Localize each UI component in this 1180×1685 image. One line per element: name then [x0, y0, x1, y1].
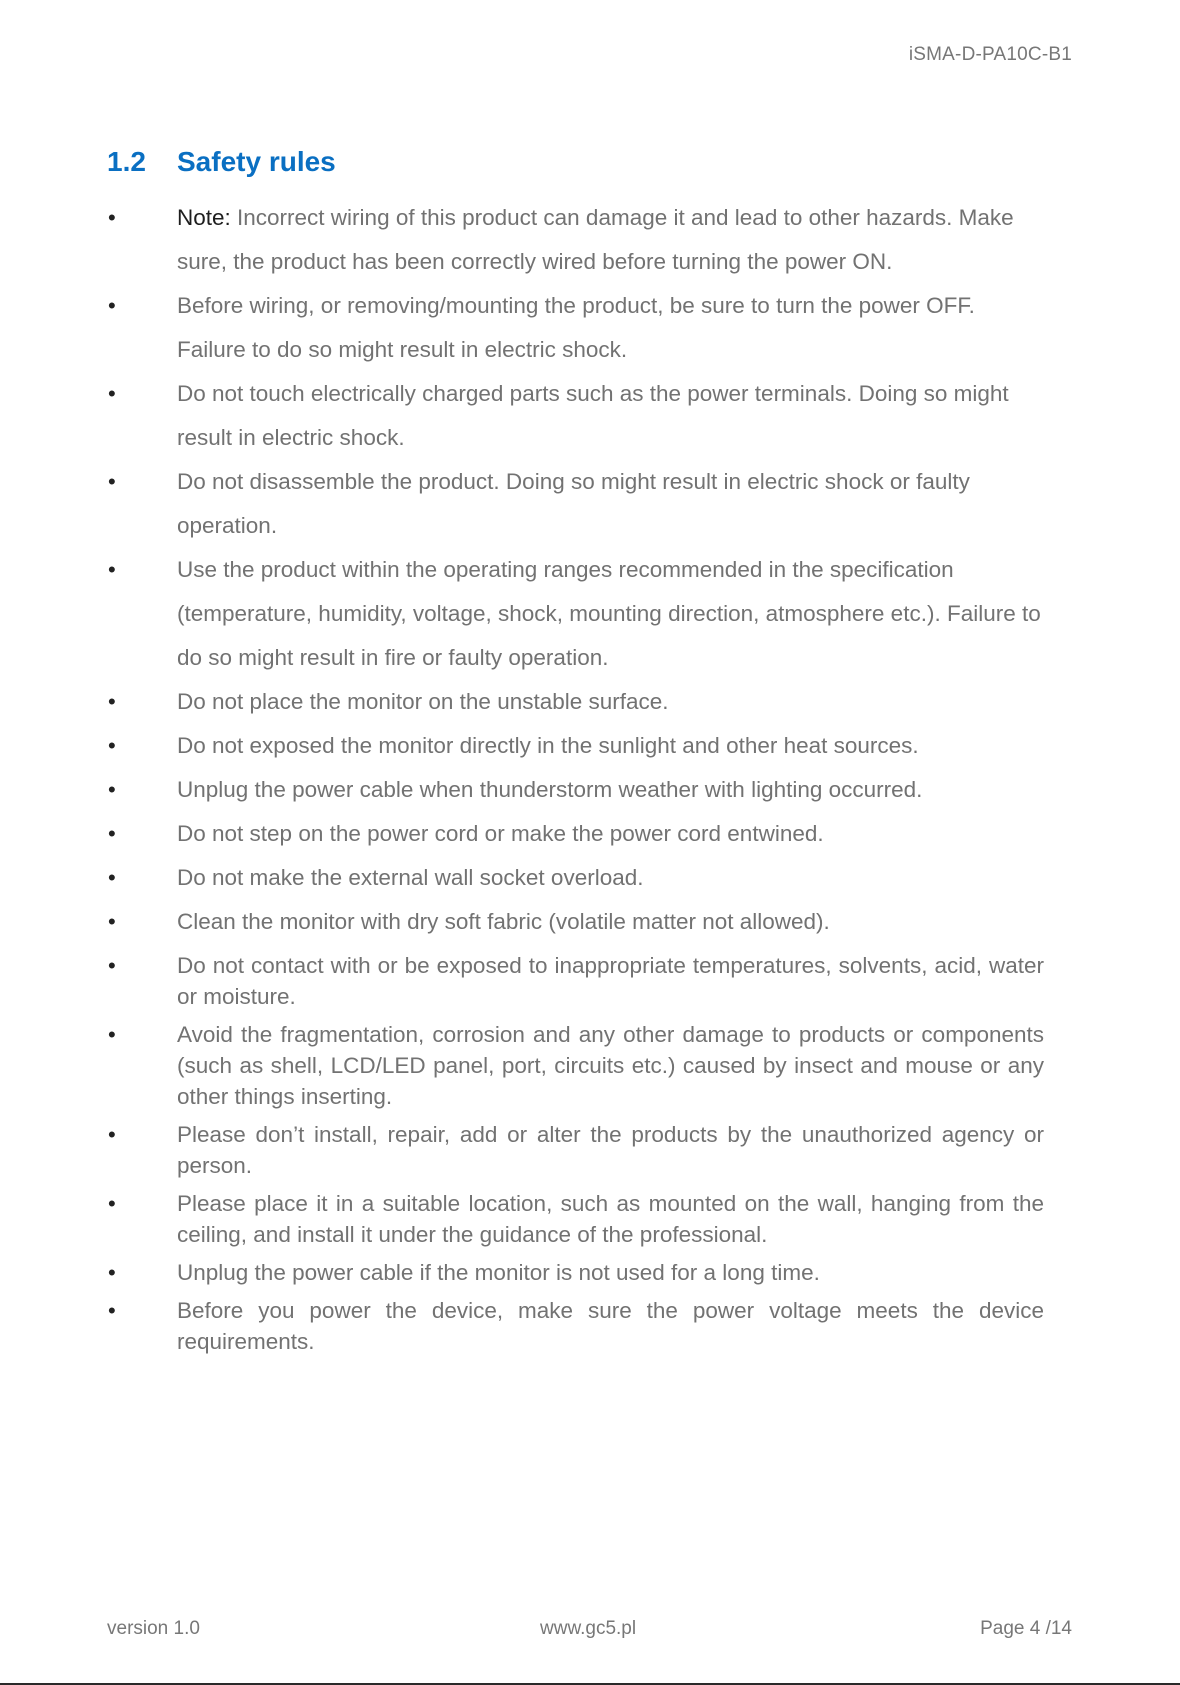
- list-item-text: Do not disassemble the product. Doing so might result in electric shock or faulty operation.: [177, 469, 970, 538]
- list-item-text: Unplug the power cable when thunderstorm weather with lighting occurred.: [177, 777, 923, 802]
- bullet-icon: •: [108, 1191, 116, 1216]
- list-item: [107, 460, 1044, 548]
- safety-rules-list: [107, 196, 1044, 1357]
- list-item-text: Incorrect wiring of this product can damage it and lead to other hazards. Make sure, the product has been correctly wired before turning the power ON.: [177, 205, 1014, 274]
- bullet-icon: •: [108, 1122, 116, 1147]
- footer-page-number: Page 4 /14: [980, 1618, 1072, 1639]
- list-item: [107, 856, 1044, 900]
- list-item-text: Use the product within the operating ranges recommended in the specification (temperature, humidity, voltage, shock, mounting direction, atmosphere etc.). Failure to do so might result in fire or faulty operation.: [177, 557, 1041, 670]
- list-item-text: Do not step on the power cord or make the power cord entwined.: [177, 821, 824, 846]
- list-item: [107, 768, 1044, 812]
- footer-version: version 1.0: [107, 1618, 200, 1639]
- note-label: Note:: [177, 205, 231, 230]
- section-title: Safety rules: [177, 146, 336, 177]
- list-item-text: Do not make the external wall socket overload.: [177, 865, 644, 890]
- section-number: 1.2: [107, 146, 146, 177]
- list-item: [107, 900, 1044, 944]
- bullet-icon: •: [108, 469, 116, 494]
- bullet-icon: •: [108, 293, 116, 318]
- list-item: [107, 1188, 1044, 1250]
- list-item-text: Do not place the monitor on the unstable surface.: [177, 689, 669, 714]
- list-item-text: Please don’t install, repair, add or alter the products by the unauthorized agency or person.: [177, 1122, 1044, 1178]
- bullet-icon: •: [108, 1260, 116, 1285]
- bullet-icon: •: [108, 865, 116, 890]
- list-item: [107, 1119, 1044, 1181]
- list-item-text: Before you power the device, make sure the power voltage meets the device requirements.: [177, 1298, 1044, 1354]
- list-item-text: Unplug the power cable if the monitor is not used for a long time.: [177, 1260, 820, 1285]
- list-item: [107, 812, 1044, 856]
- footer-website-link[interactable]: www.gc5.pl: [540, 1618, 637, 1639]
- list-item: [107, 950, 1044, 1012]
- safety-rules-section: [107, 146, 1044, 1364]
- list-item: [107, 1257, 1044, 1288]
- bullet-icon: •: [108, 205, 116, 230]
- list-item-text: Do not contact with or be exposed to inappropriate temperatures, solvents, acid, water or moisture.: [177, 953, 1044, 1009]
- bullet-icon: •: [108, 689, 116, 714]
- section-heading: [107, 146, 1044, 178]
- list-item: [107, 1295, 1044, 1357]
- list-item: [107, 724, 1044, 768]
- list-item-text: Do not touch electrically charged parts such as the power terminals. Doing so might result in electric shock.: [177, 381, 1009, 450]
- bullet-icon: •: [108, 777, 116, 802]
- list-item-text: Please place it in a suitable location, such as mounted on the wall, hanging from the ceiling, and install it under the guidance of the professional.: [177, 1191, 1044, 1247]
- bullet-icon: •: [108, 381, 116, 406]
- list-item: [107, 680, 1044, 724]
- bullet-icon: •: [108, 821, 116, 846]
- bullet-icon: •: [108, 557, 116, 582]
- list-item: [107, 372, 1044, 460]
- bullet-icon: •: [108, 953, 116, 978]
- bullet-icon: •: [108, 1298, 116, 1323]
- list-item: [107, 548, 1044, 680]
- list-item: [107, 284, 1044, 372]
- list-item-text: Avoid the fragmentation, corrosion and any other damage to products or components (such as shell, LCD/LED panel, port, circuits etc.) caused by insect and mouse or any other things inserting.: [177, 1022, 1044, 1109]
- list-item: [107, 196, 1044, 284]
- bullet-icon: •: [108, 909, 116, 934]
- bullet-icon: •: [108, 1022, 116, 1047]
- list-item-text: Before wiring, or removing/mounting the product, be sure to turn the power OFF. Failure to do so might result in electric shock.: [177, 293, 975, 362]
- document-code: iSMA-D-PA10C-B1: [908, 44, 1072, 65]
- list-item-text: Do not exposed the monitor directly in the sunlight and other heat sources.: [177, 733, 919, 758]
- list-item: [107, 1019, 1044, 1112]
- bullet-icon: •: [108, 733, 116, 758]
- list-item-text: Clean the monitor with dry soft fabric (volatile matter not allowed).: [177, 909, 830, 934]
